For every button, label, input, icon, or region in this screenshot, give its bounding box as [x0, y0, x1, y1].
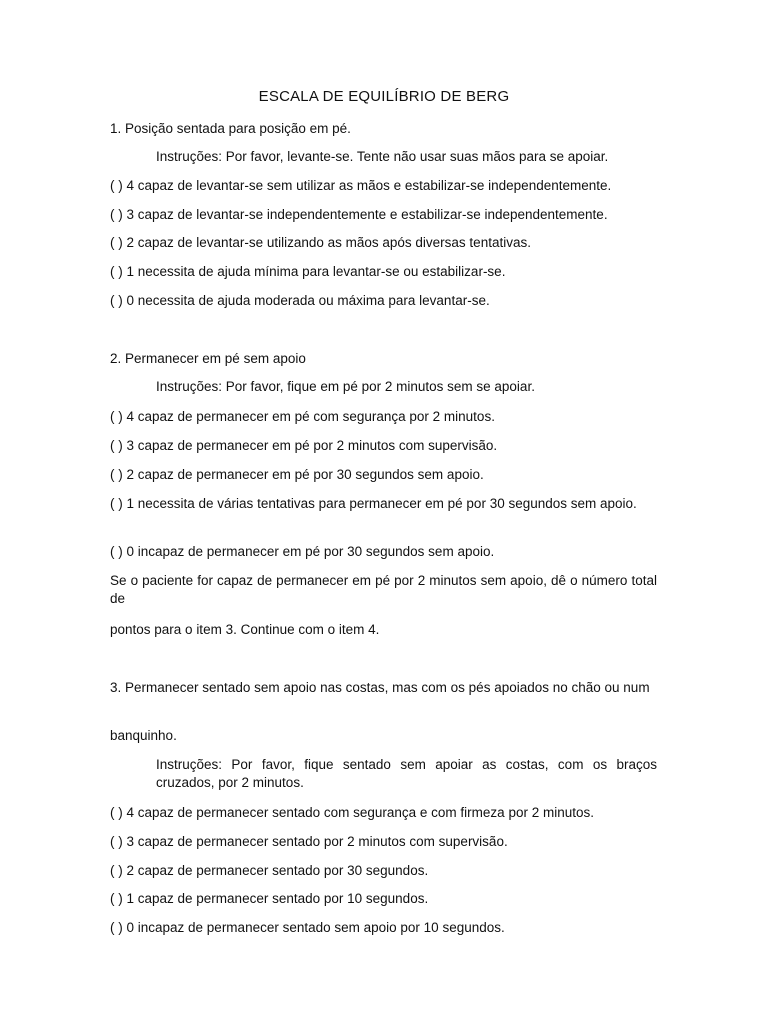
section-2-instructions: Instruções: Por favor, fique em pé por 2 minutos sem se apoiar. — [156, 379, 535, 394]
section-1-instructions: Instruções: Por favor, levante-se. Tente não usar suas mãos para se apoiar. — [156, 149, 609, 164]
section-3-heading-cont: banquinho. — [110, 728, 177, 743]
section-1-option-4: ( ) 4 capaz de levantar-se sem utilizar as mãos e estabilizar-se independentemente. — [110, 178, 612, 193]
section-3-instructions: Instruções: Por favor, fique sentado sem apoiar as costas, com os braços cruzados, por 2 minutos. — [156, 757, 657, 790]
section-2-heading: 2. Permanecer em pé sem apoio — [110, 351, 306, 366]
section-3-option-4: ( ) 4 capaz de permanecer sentado com segurança e com firmeza por 2 minutos. — [110, 805, 594, 820]
section-1-option-1: ( ) 1 necessita de ajuda mínima para levantar-se ou estabilizar-se. — [110, 264, 506, 279]
section-3-option-0: ( ) 0 incapaz de permanecer sentado sem apoio por 10 segundos. — [110, 920, 505, 935]
section-3-option-1: ( ) 1 capaz de permanecer sentado por 10 segundos. — [110, 891, 429, 906]
section-2-note-cont: pontos para o item 3. Continue com o item 4. — [110, 622, 380, 637]
section-2-option-1: ( ) 1 necessita de várias tentativas para permanecer em pé por 30 segundos sem apoio. — [110, 496, 637, 511]
section-2-option-0: ( ) 0 incapaz de permanecer em pé por 30 segundos sem apoio. — [110, 544, 495, 559]
section-2-option-4: ( ) 4 capaz de permanecer em pé com segurança por 2 minutos. — [110, 409, 495, 424]
section-1-option-2: ( ) 2 capaz de levantar-se utilizando as mãos após diversas tentativas. — [110, 235, 531, 250]
section-3-heading: 3. Permanecer sentado sem apoio nas costas, mas com os pés apoiados no chão ou num — [110, 680, 650, 695]
section-2-option-3: ( ) 3 capaz de permanecer em pé por 2 minutos com supervisão. — [110, 438, 498, 453]
section-1-heading: 1. Posição sentada para posição em pé. — [110, 121, 351, 136]
section-3-option-2: ( ) 2 capaz de permanecer sentado por 30 segundos. — [110, 863, 429, 878]
section-2-note: Se o paciente for capaz de permanecer em pé por 2 minutos sem apoio, dê o número total de — [110, 573, 657, 606]
document-title: ESCALA DE EQUILÍBRIO DE BERG — [258, 88, 510, 105]
section-2-option-2: ( ) 2 capaz de permanecer em pé por 30 segundos sem apoio. — [110, 467, 484, 482]
section-3-option-3: ( ) 3 capaz de permanecer sentado por 2 minutos com supervisão. — [110, 834, 508, 849]
section-1-option-0: ( ) 0 necessita de ajuda moderada ou máxima para levantar-se. — [110, 293, 490, 308]
section-1-option-3: ( ) 3 capaz de levantar-se independentemente e estabilizar-se independentemente. — [110, 207, 608, 222]
